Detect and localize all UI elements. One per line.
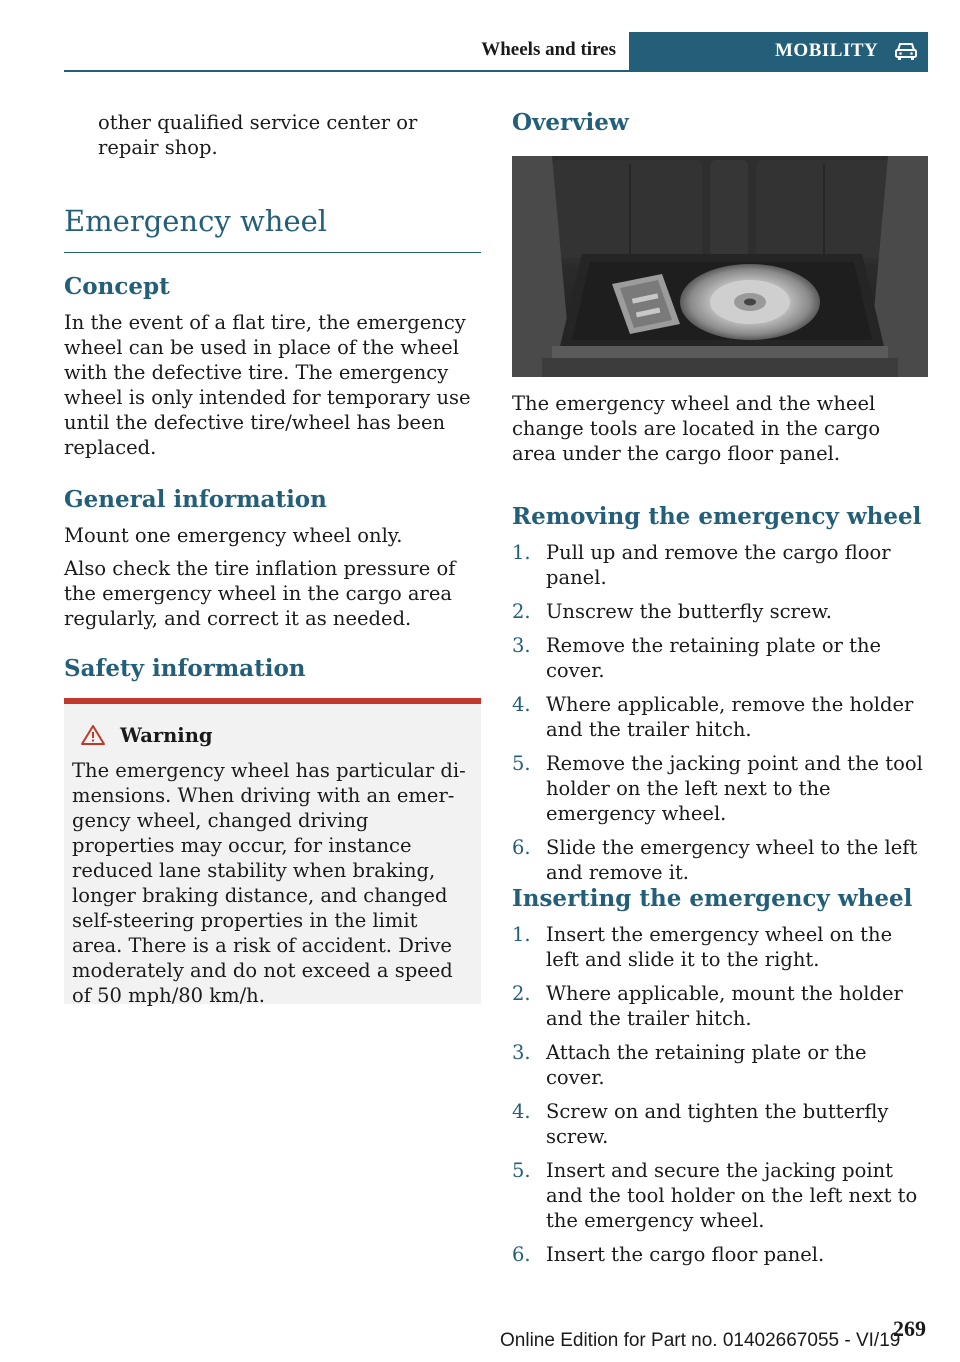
concept-text: In the event of a flat tire, the emergency wheel can be used in place of the wheel with the defective tire. The emergency wheel is only intended for temporary use until the defective tire/wheel has been replaced. [64,311,471,459]
step-number: 1. [512,923,531,946]
list-item [512,922,928,972]
step-text: Unscrew the butterfly screw. [546,600,832,623]
step-text: Where applicable, remove the holder and the trailer hitch. [546,693,914,741]
header-chapter-label: MOBILITY [775,40,879,61]
list-item [512,540,928,590]
step-text: Attach the retaining plate or the cover. [546,1041,867,1089]
step-number: 6. [512,1243,531,1266]
step-number: 4. [512,693,531,716]
list-item [512,1242,928,1267]
step-number: 3. [512,634,531,657]
edition-note: Online Edition for Part no. 01402667055 - VI/19 [500,1330,901,1351]
list-item [512,751,928,826]
step-number: 5. [512,752,531,775]
inserting-heading: Inserting the emergency wheel [512,885,913,912]
step-number: 1. [512,541,531,564]
header-rule [64,70,928,72]
page-number: 269 [893,1316,926,1341]
step-text: Pull up and remove the cargo floor panel. [546,541,891,589]
emergency-wheel-heading-block [64,204,481,253]
warning-text: The emergency wheel has particular dimensions. When driving with an emergency wheel, changed driving properties may occur, for instance reduced lane stability when braking, longer braking distance, and changed self-steering properties in the limit area. There is a risk of accident. Drive moderately and do not exceed a speed of 50 mph/80 km/h. [72,759,466,1007]
step-text: Insert the cargo floor panel. [546,1243,825,1266]
general-info-text-1: Mount one emergency wheel only. [64,524,403,547]
removing-steps-list [512,540,928,894]
list-item [512,599,928,624]
list-item [512,692,928,742]
step-number: 4. [512,1100,531,1123]
car-icon [894,40,918,62]
step-number: 2. [512,600,531,623]
list-item [512,1040,928,1090]
title-rule [64,252,481,253]
page-footer [0,1316,960,1356]
step-number: 2. [512,982,531,1005]
list-item [512,1158,928,1233]
list-item [512,633,928,683]
header-section-title: Wheels and tires [481,39,616,60]
inserting-steps-list [512,922,928,1276]
step-text: Where applicable, mount the holder and the trailer hitch. [546,982,903,1030]
intro-text: other qualified service center or repair shop. [98,111,418,159]
step-text: Screw on and tighten the butterfly screw. [546,1100,889,1148]
page-title: Emergency wheel [64,204,328,238]
step-text: Remove the jacking point and the tool holder on the left next to the emergency wheel. [546,752,923,825]
warning-title-row [80,720,473,750]
header-chapter-tab [629,32,928,70]
step-text: Remove the retaining plate or the cover. [546,634,882,682]
list-item [512,835,928,885]
step-text: Insert the emergency wheel on the left and slide it to the right. [546,923,893,971]
removing-heading: Removing the emergency wheel [512,503,922,530]
step-text: Slide the emergency wheel to the left and remove it. [546,836,918,884]
warning-triangle-icon [80,724,106,746]
overview-heading: Overview [512,109,629,136]
list-item [512,1099,928,1149]
general-info-heading: General information [64,486,327,513]
step-number: 5. [512,1159,531,1182]
cargo-area-photo [512,156,928,377]
warning-title: Warning [120,723,213,747]
safety-info-heading: Safety information [64,655,306,682]
general-info-text-2: Also check the tire inflation pressure of the emergency wheel in the cargo area regularly, and correct it as needed. [64,557,456,630]
overview-caption: The emergency wheel and the wheel change tools are located in the cargo area under the cargo floor panel. [512,392,881,465]
step-number: 6. [512,836,531,859]
step-text: Insert and secure the jacking point and the tool holder on the left next to the emergency wheel. [546,1159,918,1232]
list-item [512,981,928,1031]
warning-box [64,698,481,1007]
step-number: 3. [512,1041,531,1064]
cargo-area-illustration [512,156,928,377]
concept-heading: Concept [64,273,170,300]
